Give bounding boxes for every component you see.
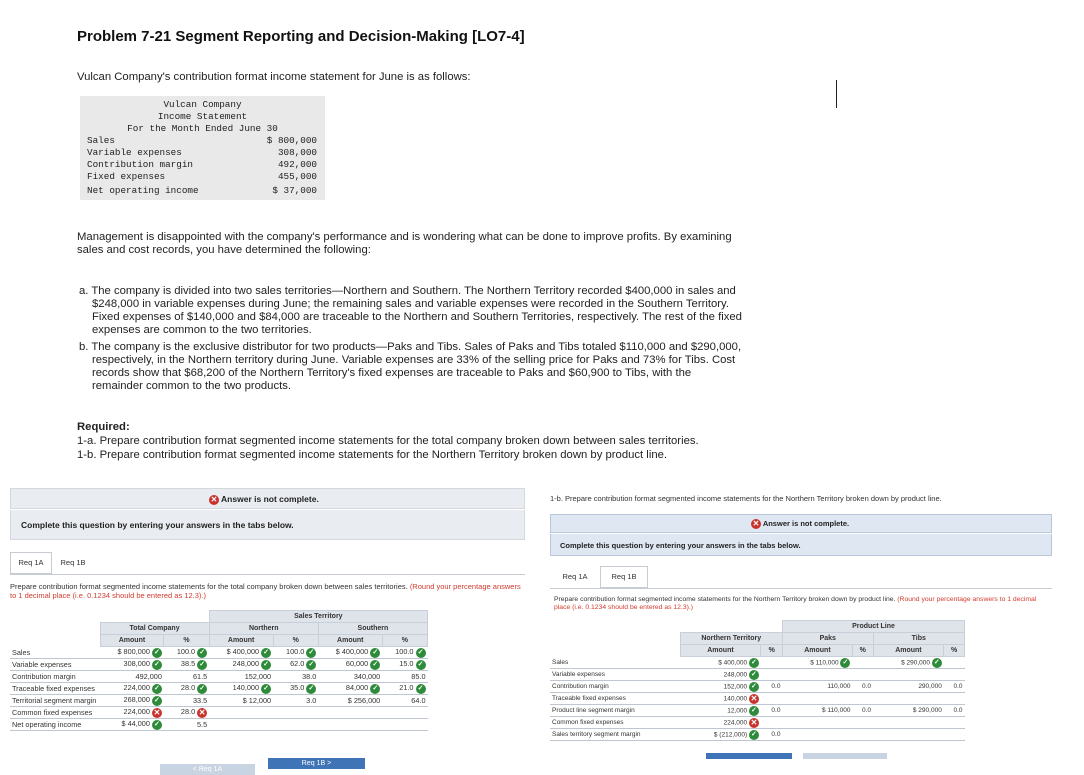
percent-input (761, 717, 783, 729)
correct-icon: ✓ (416, 684, 426, 694)
amount-input (782, 669, 852, 681)
col-header: % (852, 645, 873, 657)
amount-input (209, 707, 273, 719)
item-b-line: b. The company is the exclusive distributor for two products—Paks and Tibs. Sales of Paks and Tibs totaled $110,000 and $290,000, (79, 341, 742, 353)
percent-input (944, 729, 965, 741)
incorrect-icon: ✕ (750, 717, 758, 727)
left-status-bar (10, 488, 525, 509)
amount-input[interactable]: 110,000 (782, 681, 852, 693)
percent-input[interactable]: 100.0 ✓ (382, 647, 427, 659)
table-row (10, 695, 428, 707)
income-statement: Vulcan Company Income Statement For the Month Ended June 30 Sales $ 800,000 Variable expenses 308,000 Contribution margin 492,000 Fixed expenses 455,000 Net operating income $ 37,000 (80, 96, 325, 200)
col-group-northern-territory: Northern Territory (680, 633, 782, 645)
col-header: % (761, 645, 783, 657)
amount-input[interactable]: $ 800,000 ✓ (100, 647, 164, 659)
percent-input[interactable]: 0.0 (944, 705, 965, 717)
percent-input (761, 693, 783, 705)
right-status-bar (550, 514, 1052, 533)
percent-input[interactable]: 0.0 (852, 681, 873, 693)
row-label: Net operating income (10, 719, 100, 731)
amount-input (782, 693, 852, 705)
amount-input (782, 729, 852, 741)
table-row (10, 647, 428, 659)
table-row (10, 659, 428, 671)
required-label: Required: (77, 421, 130, 433)
table-row (550, 657, 965, 669)
col-group-total: Total Company (100, 623, 209, 635)
left-instruction-bar (10, 510, 525, 540)
amount-input (209, 719, 273, 731)
percent-input (852, 729, 873, 741)
sales-territory-header: Sales Territory (209, 611, 427, 623)
item-b-line: respectively, in the Northern territory during June. Variable expenses are 33% of the selling price for Paks and 73% for Tibs. Cost (92, 354, 736, 366)
amount-input (318, 719, 382, 731)
col-header: % (273, 635, 318, 647)
correct-icon: ✓ (152, 660, 162, 670)
amount-input[interactable]: 84,000 ✓ (318, 683, 382, 695)
row-label: Contribution margin (10, 671, 100, 683)
amount-input[interactable]: $ 256,000 (318, 695, 382, 707)
correct-icon: ✓ (306, 660, 316, 670)
correct-icon: ✓ (749, 730, 759, 740)
item-a-line: a. The company is divided into two sales territories—Northern and Southern. The Northern Territory recorded $400,000 in sales and (79, 285, 736, 297)
amount-input[interactable]: 224,000 ✕ (680, 717, 761, 729)
row-label: Variable expenses (550, 669, 680, 681)
row-label: Sales territory segment margin (550, 729, 680, 741)
percent-input (852, 669, 873, 681)
correct-icon: ✓ (261, 648, 271, 658)
row-label: Sales (10, 647, 100, 659)
table-row (550, 705, 965, 717)
table-row (550, 717, 965, 729)
table-row (550, 729, 965, 741)
territory-segment-table (10, 610, 428, 731)
percent-input[interactable]: 61.5 (164, 671, 209, 683)
amount-input[interactable]: 140,000 ✓ (209, 683, 273, 695)
right-instruction-bar (550, 534, 1052, 556)
correct-icon: ✓ (261, 660, 271, 670)
col-group-paks: Paks (782, 633, 873, 645)
percent-input[interactable]: 0.0 (944, 681, 965, 693)
percent-input[interactable]: 3.0 (273, 695, 318, 707)
incorrect-icon: ✕ (153, 707, 161, 717)
next-req-1b-button[interactable]: Req 1B > (268, 758, 365, 769)
amount-input[interactable]: 152,000 ✓ (680, 681, 761, 693)
percent-input[interactable]: 28.0 ✓ (164, 683, 209, 695)
prev-req-1a-button[interactable]: < Req 1A (160, 764, 255, 775)
row-label: Traceable fixed expenses (550, 693, 680, 705)
correct-icon: ✓ (416, 648, 426, 658)
error-icon: ✕ (752, 519, 760, 529)
left-instruction: Complete this question by entering your answers in the tabs below. (21, 520, 294, 530)
percent-input (852, 717, 873, 729)
correct-icon: ✓ (306, 684, 316, 694)
table-row (10, 683, 428, 695)
correct-icon: ✓ (932, 658, 942, 668)
table-row (10, 719, 428, 731)
percent-input[interactable]: 28.0 ✕ (164, 707, 209, 719)
correct-icon: ✓ (197, 648, 207, 658)
amount-input[interactable]: 140,000 ✕ (680, 693, 761, 705)
left-status: ✕ Answer is not complete. (210, 494, 319, 504)
requirement-1a: 1-a. Prepare contribution format segmented income statements for the total company broken down between sales territories. (77, 435, 699, 447)
amount-input[interactable]: $ 44,000 ✓ (100, 719, 164, 731)
percent-input (761, 657, 783, 669)
row-label: Contribution margin (550, 681, 680, 693)
tab-req-1b[interactable]: Req 1B (600, 566, 648, 588)
percent-input (273, 719, 318, 731)
product-line-header: Product Line (782, 621, 964, 633)
correct-icon: ✓ (152, 696, 162, 706)
col-header: Amount (873, 645, 944, 657)
amount-input[interactable]: 248,000 ✓ (680, 669, 761, 681)
error-icon: ✕ (210, 494, 218, 504)
percent-input[interactable]: 62.0 ✓ (273, 659, 318, 671)
product-line-segment-table (550, 620, 965, 741)
col-header: % (382, 635, 427, 647)
amount-input[interactable]: 152,000 (209, 671, 273, 683)
amount-input[interactable]: $ 110,000 (782, 705, 852, 717)
table-row (550, 669, 965, 681)
col-group-tibs: Tibs (873, 633, 964, 645)
amount-input (318, 707, 382, 719)
amount-input[interactable]: 268,000 ✓ (100, 695, 164, 707)
percent-input (852, 693, 873, 705)
table-row (550, 693, 965, 705)
row-label: Traceable fixed expenses (10, 683, 100, 695)
row-label: Sales (550, 657, 680, 669)
percent-input[interactable]: 64.0 (382, 695, 427, 707)
item-b-line: records show that $68,200 of the Northern Territory's fixed expenses are traceable to Paks and $60,900 to Tibs, with the (92, 367, 692, 379)
amount-input[interactable]: 60,000 ✓ (318, 659, 382, 671)
percent-input (852, 657, 873, 669)
next-req-button[interactable] (803, 753, 887, 759)
percent-input[interactable]: 0.0 (761, 681, 783, 693)
amount-input (873, 669, 944, 681)
tab-req-1b[interactable]: Req 1B (60, 558, 86, 567)
percent-input (273, 707, 318, 719)
amount-input (873, 729, 944, 741)
item-a-line: $248,000 in variable expenses during June; the remaining sales and variable expenses were recorded in the Southern Territory. (92, 298, 729, 310)
col-header: Amount (100, 635, 164, 647)
percent-input[interactable]: 5.5 (164, 719, 209, 731)
item-a-line: Fixed expenses of $140,000 and $84,000 are traceable to the Northern and Southern Territories, respectively. The rest of the fixed (92, 311, 742, 323)
correct-icon: ✓ (261, 684, 271, 694)
statement-period: For the Month Ended June 30 (127, 123, 278, 134)
percent-input[interactable]: 33.5 (164, 695, 209, 707)
correct-icon: ✓ (152, 720, 162, 730)
amount-input (873, 693, 944, 705)
col-header: Amount (680, 645, 761, 657)
amount-input[interactable]: $ 110,000 ✓ (782, 657, 852, 669)
correct-icon: ✓ (749, 658, 759, 668)
tab-req-1a[interactable]: Req 1A (562, 572, 588, 581)
page-title: Problem 7-21 Segment Reporting and Decision-Making [LO7-4] (77, 28, 525, 45)
amount-input[interactable]: 308,000 ✓ (100, 659, 164, 671)
percent-input (944, 669, 965, 681)
correct-icon: ✓ (416, 660, 426, 670)
left-prompt: Prepare contribution format segmented income statements for the total company broken down between sales territories. (Round your percentage answers to 1 decimal place (i.e. 0.1234 should be entered as 12.3).) (10, 582, 521, 600)
correct-icon: ✓ (152, 648, 162, 658)
col-header: Amount (318, 635, 382, 647)
requirement-1b: 1-b. Prepare contribution format segmented income statements for the Northern Territory broken down by product line. (77, 449, 668, 461)
correct-icon: ✓ (840, 658, 850, 668)
para1-line1: Management is disappointed with the company's performance and is wondering what can be done to improve profits. By examining (77, 231, 732, 243)
percent-input[interactable]: 38.0 (273, 671, 318, 683)
intro-text: Vulcan Company's contribution format income statement for June is as follows: (77, 71, 471, 83)
row-label: Common fixed expenses (10, 707, 100, 719)
row-label: Variable expenses (10, 659, 100, 671)
amount-input[interactable]: $ 400,000 ✓ (318, 647, 382, 659)
row-label: Common fixed expenses (550, 717, 680, 729)
percent-input (382, 707, 427, 719)
col-header: Amount (209, 635, 273, 647)
percent-input (944, 717, 965, 729)
correct-icon: ✓ (370, 684, 380, 694)
incorrect-icon: ✕ (198, 707, 206, 717)
prev-req-button[interactable] (706, 753, 792, 759)
percent-input[interactable]: 100.0 ✓ (164, 647, 209, 659)
amount-input (873, 717, 944, 729)
amount-input[interactable]: 12,000 ✓ (680, 705, 761, 717)
percent-input[interactable]: 100.0 ✓ (273, 647, 318, 659)
table-row (550, 681, 965, 693)
percent-input (761, 669, 783, 681)
percent-input (944, 693, 965, 705)
percent-input[interactable]: 0.0 (852, 705, 873, 717)
correct-icon: ✓ (749, 706, 759, 716)
percent-input[interactable]: 0.0 (761, 705, 783, 717)
right-caption: 1-b. Prepare contribution format segmented income statements for the Northern Territory broken down by product line. (550, 494, 942, 503)
col-header: % (164, 635, 209, 647)
statement-company: Vulcan Company (163, 99, 242, 110)
amount-input (782, 717, 852, 729)
correct-icon: ✓ (749, 670, 759, 680)
amount-input[interactable]: 492,000 (100, 671, 164, 683)
amount-input[interactable]: 248,000 ✓ (209, 659, 273, 671)
row-label: Product line segment margin (550, 705, 680, 717)
col-header: Amount (782, 645, 852, 657)
amount-input[interactable]: 290,000 (873, 681, 944, 693)
incorrect-icon: ✕ (750, 693, 758, 703)
percent-input[interactable]: 0.0 (761, 729, 783, 741)
amount-input[interactable]: $ (212,000) ✓ (680, 729, 761, 741)
correct-icon: ✓ (370, 660, 380, 670)
percent-input[interactable]: 21.0 ✓ (382, 683, 427, 695)
amount-input[interactable]: $ 400,000 ✓ (209, 647, 273, 659)
table-row (10, 671, 428, 683)
correct-icon: ✓ (370, 648, 380, 658)
percent-input[interactable]: 35.0 ✓ (273, 683, 318, 695)
percent-input[interactable]: 85.0 (382, 671, 427, 683)
col-group-northern: Northern (209, 623, 318, 635)
item-a-line: expenses are common to the two territories. (92, 324, 312, 336)
correct-icon: ✓ (749, 682, 759, 692)
amount-input[interactable]: $ 290,000 (873, 705, 944, 717)
table-row (10, 707, 428, 719)
percent-input[interactable]: 15.0 ✓ (382, 659, 427, 671)
text-cursor (836, 80, 837, 108)
correct-icon: ✓ (152, 684, 162, 694)
right-instruction: Complete this question by entering your answers in the tabs below. (560, 541, 801, 550)
tab-req-1a[interactable]: Req 1A (10, 552, 52, 574)
correct-icon: ✓ (197, 684, 207, 694)
percent-input (944, 657, 965, 669)
correct-icon: ✓ (306, 648, 316, 658)
amount-input[interactable]: 224,000 ✕ (100, 707, 164, 719)
amount-input[interactable]: $ 12,000 (209, 695, 273, 707)
statement-name: Income Statement (157, 111, 248, 122)
percent-input (382, 719, 427, 731)
para1-line2: sales and cost records, you have determined the following: (77, 244, 371, 256)
amount-input[interactable]: 340,000 (318, 671, 382, 683)
amount-input[interactable]: 224,000 ✓ (100, 683, 164, 695)
col-header: % (944, 645, 965, 657)
row-label: Territorial segment margin (10, 695, 100, 707)
percent-input[interactable]: 38.5 ✓ (164, 659, 209, 671)
correct-icon: ✓ (197, 660, 207, 670)
amount-input[interactable]: $ 400,000 ✓ (680, 657, 761, 669)
col-group-southern: Southern (318, 623, 427, 635)
item-b-line: remainder common to the two products. (92, 380, 292, 392)
right-status: ✕ Answer is not complete. (752, 519, 850, 529)
right-prompt: Prepare contribution format segmented income statements for the Northern Territory broken down by product line. (Round your percentage answers to 1 decimal place (i.e. 0.1234 should be entered as 12.3).) (554, 596, 1037, 611)
amount-input[interactable]: $ 290,000 ✓ (873, 657, 944, 669)
